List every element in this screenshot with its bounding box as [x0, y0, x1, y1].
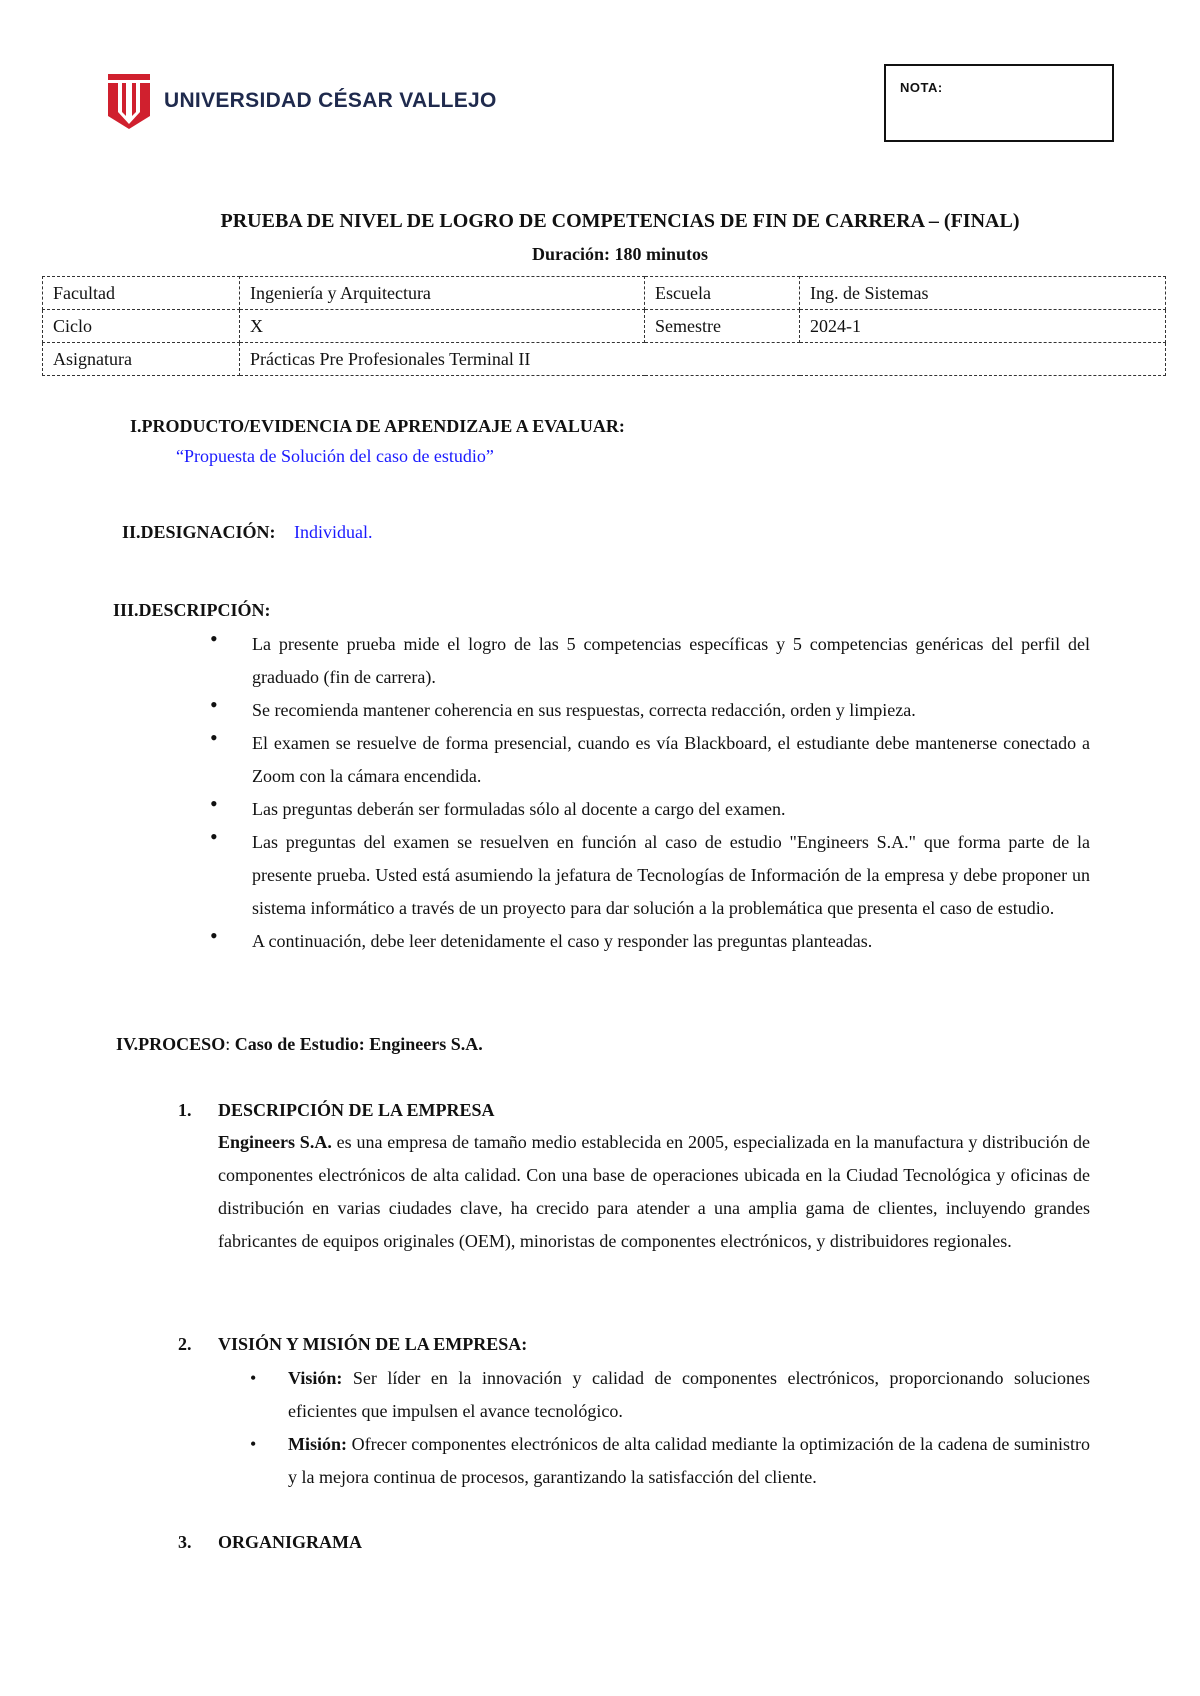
facultad-value: Ingeniería y Arquitectura [240, 277, 645, 310]
section-2-value: Individual. [294, 522, 373, 542]
list-item: • Las preguntas del examen se resuelven en función al caso de estudio "Engineers S.A." que forma parte de la presente prueba. Usted está asumiendo la jefatura de Tecnologías de Información de la empresa y debe proponer un sistema informático a través de un proyecto para dar solución a la problemática que presenta el caso de estudio. [210, 826, 1090, 925]
escuela-label: Escuela [645, 277, 800, 310]
logo-text: UNIVERSIDAD CÉSAR VALLEJO [164, 89, 497, 112]
asignatura-value: Prácticas Pre Profesionales Terminal II [240, 343, 1166, 376]
exam-duration: Duración: 180 minutos [531, 244, 708, 264]
description-list [210, 628, 1090, 958]
course-info-table [42, 276, 1166, 376]
company-description: Engineers S.A. es una empresa de tamaño medio establecida en 2005, especializada en la manufactura y distribución de componentes electrónicos de alta calidad. Con una base de operaciones ubicada en la Ciudad Tecnológica y oficinas de distribución en varias ciudades clave, ha crecido para atender a una amplia gama de clientes, incluyendo grandes fabricantes de equipos originales (OEM), minoristas de componentes electrónicos, y distribuidores regionales. [218, 1132, 1090, 1251]
list-item: • A continuación, debe leer detenidamente el caso y responder las preguntas planteadas. [210, 925, 1090, 958]
bullet-icon: • [210, 824, 218, 849]
item-1-heading: 1. DESCRIPCIÓN DE LA EMPRESA [178, 1100, 495, 1120]
ciclo-label: Ciclo [43, 310, 240, 343]
bullet-icon: • [210, 923, 218, 948]
list-item: • La presente prueba mide el logro de las 5 competencias específicas y 5 competencias genéricas del perfil del graduado (fin de carrera). [210, 628, 1090, 694]
section-1-heading: I.PRODUCTO/EVIDENCIA DE APRENDIZAJE A EVALUAR: [130, 416, 625, 436]
section-3-heading: III.DESCRIPCIÓN: [113, 600, 271, 620]
section-2-heading: II.DESIGNACIÓN: [122, 522, 276, 542]
semestre-value: 2024-1 [800, 310, 1166, 343]
section-4-heading: IV.PROCESO: Caso de Estudio: Engineers S.A. [116, 1034, 483, 1054]
bullet-icon: • [210, 626, 218, 651]
section-1-value: “Propuesta de Solución del caso de estudio” [176, 446, 494, 466]
ucv-shield-icon [106, 72, 152, 130]
bullet-icon: • [210, 692, 218, 717]
grade-label: NOTA: [900, 80, 943, 95]
table-row [43, 277, 1166, 310]
list-item: • El examen se resuelve de forma presencial, cuando es vía Blackboard, el estudiante debe mantenerse conectado a Zoom con la cámara encendida. [210, 727, 1090, 793]
vision-mission-list [250, 1362, 1090, 1494]
table-row [43, 310, 1166, 343]
section-2 [122, 522, 373, 543]
ciclo-value: X [240, 310, 645, 343]
table-row [43, 343, 1166, 376]
semestre-label: Semestre [645, 310, 800, 343]
grade-box[interactable] [884, 64, 1114, 142]
university-logo [106, 72, 497, 130]
bullet-icon: • [250, 1368, 257, 1388]
bullet-icon: • [250, 1434, 257, 1454]
page-title: PRUEBA DE NIVEL DE LOGRO DE COMPETENCIAS DE FIN DE CARRERA – (FINAL) [220, 210, 1020, 232]
item-2-heading: 2. VISIÓN Y MISIÓN DE LA EMPRESA: [178, 1334, 528, 1354]
item-3-heading: 3. ORGANIGRAMA [178, 1532, 362, 1552]
asignatura-label: Asignatura [43, 343, 240, 376]
escuela-value: Ing. de Sistemas [800, 277, 1166, 310]
list-item: • Misión: Ofrecer componentes electrónicos de alta calidad mediante la optimización de la cadena de suministro y la mejora continua de procesos, garantizando la satisfacción del cliente. [250, 1428, 1090, 1494]
list-item: • Visión: Ser líder en la innovación y calidad de componentes electrónicos, proporcionando soluciones eficientes que impulsen el avance tecnológico. [250, 1362, 1090, 1428]
list-item: • Se recomienda mantener coherencia en sus respuestas, correcta redacción, orden y limpieza. [210, 694, 1090, 727]
list-item: • Las preguntas deberán ser formuladas sólo al docente a cargo del examen. [210, 793, 1090, 826]
bullet-icon: • [210, 791, 218, 816]
facultad-label: Facultad [43, 277, 240, 310]
bullet-icon: • [210, 725, 218, 750]
